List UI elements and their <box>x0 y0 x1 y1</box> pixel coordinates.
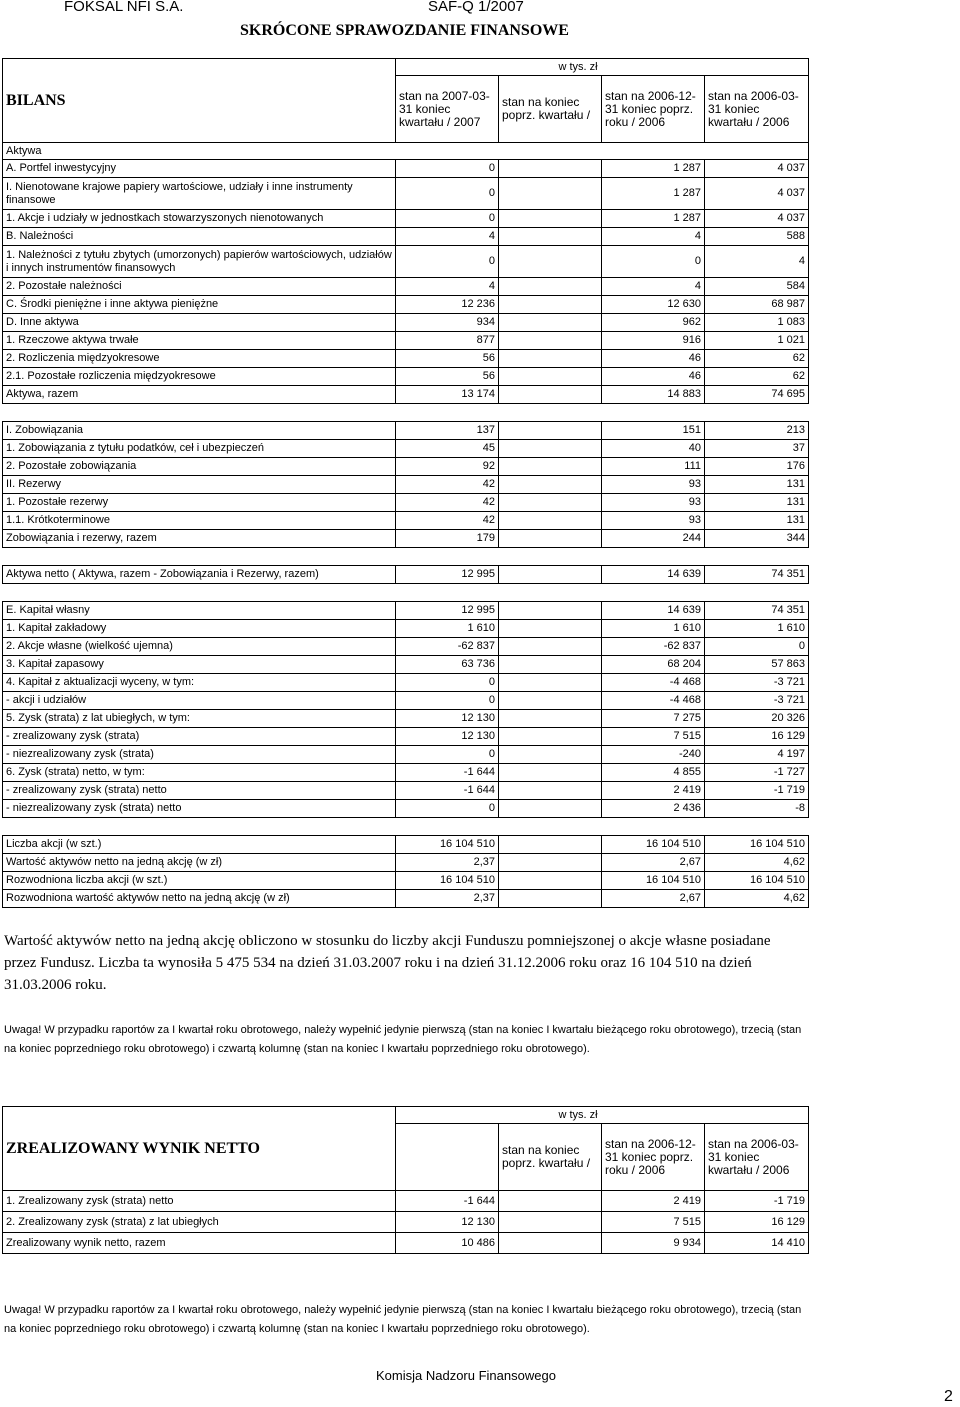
row-label: 1. Kapitał zakładowy <box>3 620 396 638</box>
table-row <box>3 872 809 890</box>
row-label: 4. Kapitał z aktualizacji wyceny, w tym: <box>3 674 396 692</box>
row-value-v3: 7 515 <box>602 1212 705 1233</box>
row-value-v1: 179 <box>396 530 499 548</box>
table-row <box>3 836 809 854</box>
row-value-v2 <box>499 494 602 512</box>
row-label: 1. Rzeczowe aktywa trwałe <box>3 332 396 350</box>
row-value-v4: 74 351 <box>705 566 809 584</box>
column-header <box>396 1124 499 1191</box>
table-row <box>3 746 809 764</box>
table-row <box>3 228 809 246</box>
row-value-v4: 0 <box>705 638 809 656</box>
row-label: Rozwodniona wartość aktywów netto na jedną akcję (w zł) <box>3 890 396 908</box>
row-value-v3: 151 <box>602 422 705 440</box>
row-value-v3: 4 <box>602 228 705 246</box>
row-value-v2 <box>499 854 602 872</box>
table-spacer <box>3 818 809 836</box>
row-value-v2 <box>499 210 602 228</box>
table-row <box>3 620 809 638</box>
row-value-v2 <box>499 620 602 638</box>
row-value-v3: 46 <box>602 368 705 386</box>
footer-text: Komisja Nadzoru Finansowego <box>376 1368 556 1383</box>
row-value-v4: 16 129 <box>705 728 809 746</box>
table-row <box>3 530 809 548</box>
row-value-v3: 1 287 <box>602 160 705 178</box>
row-label: 1. Pozostałe rezerwy <box>3 494 396 512</box>
row-value-v4: -8 <box>705 800 809 818</box>
row-value-v1: 63 736 <box>396 656 499 674</box>
spacer-cell <box>3 584 809 602</box>
row-value-v3: 0 <box>602 246 705 278</box>
table-row <box>3 800 809 818</box>
row-value-v2 <box>499 764 602 782</box>
row-value-v2 <box>499 440 602 458</box>
row-value-v4: 344 <box>705 530 809 548</box>
row-value-v3: 68 204 <box>602 656 705 674</box>
row-value-v2 <box>499 530 602 548</box>
row-value-v3: 93 <box>602 512 705 530</box>
table-row <box>3 656 809 674</box>
row-label: I. Nienotowane krajowe papiery wartościowe, udziały i inne instrumenty finansowe <box>3 178 396 210</box>
row-value-v3: 93 <box>602 494 705 512</box>
row-value-v1: 42 <box>396 476 499 494</box>
row-value-v3: -4 468 <box>602 692 705 710</box>
row-value-v1: 4 <box>396 228 499 246</box>
warning-note-2: Uwaga! W przypadku raportów za I kwartał roku obrotowego, należy wypełnić jedynie pierwszą (stan na koniec I kwartału bieżącego roku obrotowego), trzecią (stan na koniec poprzedniego roku obrotowego) i czwartą kolumnę (stan na koniec I kwartału poprzedniego roku obrotowego). <box>4 1304 802 1335</box>
row-value-v2 <box>499 674 602 692</box>
row-value-v2 <box>499 386 602 404</box>
row-value-v1: 16 104 510 <box>396 872 499 890</box>
row-value-v2 <box>499 296 602 314</box>
row-value-v2 <box>499 710 602 728</box>
table-row <box>3 692 809 710</box>
row-label: 3. Kapitał zapasowy <box>3 656 396 674</box>
row-value-v4: 4 <box>705 246 809 278</box>
row-value-v4: 131 <box>705 512 809 530</box>
row-value-v3: 1 287 <box>602 178 705 210</box>
row-value-v3: 16 104 510 <box>602 872 705 890</box>
row-value-v2 <box>499 160 602 178</box>
row-value-v1: 12 995 <box>396 602 499 620</box>
row-value-v4: 4,62 <box>705 890 809 908</box>
row-label: 2. Akcje własne (wielkość ujemna) <box>3 638 396 656</box>
row-value-v3: 1 287 <box>602 210 705 228</box>
row-value-v4: 16 104 510 <box>705 872 809 890</box>
row-value-v4: 74 351 <box>705 602 809 620</box>
row-value-v1: 0 <box>396 210 499 228</box>
column-header: stan na 2006-03-31 koniec kwartału / 2006 <box>705 76 809 143</box>
row-label: Wartość aktywów netto na jedną akcję (w zł) <box>3 854 396 872</box>
row-value-v4: -1 719 <box>705 1191 809 1212</box>
row-value-v1: 12 995 <box>396 566 499 584</box>
row-value-v1: 0 <box>396 160 499 178</box>
row-value-v3: 4 855 <box>602 764 705 782</box>
row-label: Zrealizowany wynik netto, razem <box>3 1233 396 1254</box>
row-value-v3: 916 <box>602 332 705 350</box>
row-value-v3: 7 515 <box>602 728 705 746</box>
row-value-v2 <box>499 314 602 332</box>
bilans-table <box>2 58 809 908</box>
row-value-v4: 62 <box>705 368 809 386</box>
table-row <box>3 178 809 210</box>
column-header: stan na 2006-12-31 koniec poprz. roku / 2006 <box>602 1124 705 1191</box>
row-value-v2 <box>499 1191 602 1212</box>
row-value-v3: 12 630 <box>602 296 705 314</box>
row-value-v2 <box>499 512 602 530</box>
row-value-v2 <box>499 656 602 674</box>
row-label: - zrealizowany zysk (strata) <box>3 728 396 746</box>
spacer-cell <box>3 404 809 422</box>
row-value-v3: 16 104 510 <box>602 836 705 854</box>
table-row <box>3 386 809 404</box>
row-value-v3: 4 <box>602 278 705 296</box>
row-value-v2 <box>499 178 602 210</box>
table-row <box>3 440 809 458</box>
table-row <box>3 476 809 494</box>
unit-spacer <box>396 1107 499 1124</box>
row-label: 2. Pozostałe zobowiązania <box>3 458 396 476</box>
table-row <box>3 59 809 76</box>
row-value-v4: 176 <box>705 458 809 476</box>
row-value-v4: 1 021 <box>705 332 809 350</box>
row-value-v1: -1 644 <box>396 764 499 782</box>
row-value-v2 <box>499 728 602 746</box>
table-row <box>3 764 809 782</box>
row-value-v2 <box>499 1212 602 1233</box>
column-header: stan na 2006-03-31 koniec kwartału / 2006 <box>705 1124 809 1191</box>
row-label: 1.1. Krótkoterminowe <box>3 512 396 530</box>
table-row <box>3 854 809 872</box>
table-row <box>3 332 809 350</box>
row-value-v2 <box>499 692 602 710</box>
row-label: 2. Zrealizowany zysk (strata) z lat ubiegłych <box>3 1212 396 1233</box>
form-code: SAF-Q 1/2007 <box>428 0 524 15</box>
row-value-v3: 244 <box>602 530 705 548</box>
unit-spacer <box>396 59 499 76</box>
column-header: stan na koniec poprz. kwartału / <box>499 1124 602 1191</box>
row-value-v4: 4 197 <box>705 746 809 764</box>
row-value-v3: 1 610 <box>602 620 705 638</box>
row-value-v1: 4 <box>396 278 499 296</box>
row-label: - niezrealizowany zysk (strata) netto <box>3 800 396 818</box>
row-value-v1: 56 <box>396 368 499 386</box>
row-value-v3: -4 468 <box>602 674 705 692</box>
row-value-v3: 2,67 <box>602 854 705 872</box>
row-value-v1: 16 104 510 <box>396 836 499 854</box>
row-value-v2 <box>499 246 602 278</box>
row-value-v3: -240 <box>602 746 705 764</box>
row-value-v2 <box>499 800 602 818</box>
row-value-v1: -62 837 <box>396 638 499 656</box>
row-value-v2 <box>499 566 602 584</box>
row-value-v4: 4,62 <box>705 854 809 872</box>
row-label: II. Rezerwy <box>3 476 396 494</box>
row-label: - niezrealizowany zysk (strata) <box>3 746 396 764</box>
row-value-v2 <box>499 422 602 440</box>
row-label: 2. Pozostałe należności <box>3 278 396 296</box>
row-value-v1: 2,37 <box>396 890 499 908</box>
row-value-v2 <box>499 368 602 386</box>
row-value-v1: 1 610 <box>396 620 499 638</box>
row-value-v1: 2,37 <box>396 854 499 872</box>
row-label: 2.1. Pozostałe rozliczenia międzyokresowe <box>3 368 396 386</box>
row-value-v3: 40 <box>602 440 705 458</box>
row-label: 1. Zrealizowany zysk (strata) netto <box>3 1191 396 1212</box>
table-spacer <box>3 584 809 602</box>
row-value-v3: 7 275 <box>602 710 705 728</box>
row-value-v1: 137 <box>396 422 499 440</box>
row-value-v1: 42 <box>396 512 499 530</box>
table-row <box>3 143 809 160</box>
row-value-v3: 93 <box>602 476 705 494</box>
row-label: Aktywa, razem <box>3 386 396 404</box>
row-label: - zrealizowany zysk (strata) netto <box>3 782 396 800</box>
row-value-v3: 14 639 <box>602 566 705 584</box>
table-row <box>3 1212 809 1233</box>
row-value-v4: 74 695 <box>705 386 809 404</box>
row-value-v4: 20 326 <box>705 710 809 728</box>
row-value-v3: 2 419 <box>602 782 705 800</box>
row-value-v4: 588 <box>705 228 809 246</box>
table-row <box>3 674 809 692</box>
row-value-v1: -1 644 <box>396 782 499 800</box>
row-value-v2 <box>499 228 602 246</box>
row-value-v2 <box>499 890 602 908</box>
row-value-v2 <box>499 476 602 494</box>
row-value-v1: 0 <box>396 674 499 692</box>
row-value-v4: -1 727 <box>705 764 809 782</box>
row-value-v2 <box>499 332 602 350</box>
table-row <box>3 602 809 620</box>
row-label: 1. Akcje i udziały w jednostkach stowarzyszonych nienotowanych <box>3 210 396 228</box>
table-row <box>3 210 809 228</box>
table-row <box>3 890 809 908</box>
row-value-v2 <box>499 872 602 890</box>
table-row <box>3 710 809 728</box>
warning-note-1: Uwaga! W przypadku raportów za I kwartał roku obrotowego, należy wypełnić jedynie pierwszą (stan na koniec I kwartału bieżącego roku obrotowego), trzecią (stan na koniec poprzedniego roku obrotowego) i czwartą kolumnę (stan na koniec I kwartału poprzedniego roku obrotowego). <box>4 1024 802 1055</box>
row-value-v4: 57 863 <box>705 656 809 674</box>
row-value-v4: 131 <box>705 476 809 494</box>
row-label: I. Zobowiązania <box>3 422 396 440</box>
row-label: C. Środki pieniężne i inne aktywa pieniężne <box>3 296 396 314</box>
row-value-v4: 213 <box>705 422 809 440</box>
row-value-v4: 584 <box>705 278 809 296</box>
row-value-v1: 56 <box>396 350 499 368</box>
row-value-v2 <box>499 746 602 764</box>
row-value-v2 <box>499 602 602 620</box>
row-value-v1: 92 <box>396 458 499 476</box>
row-value-v1: 934 <box>396 314 499 332</box>
table-row <box>3 494 809 512</box>
row-label: Aktywa netto ( Aktywa, razem - Zobowiązania i Rezerwy, razem) <box>3 566 396 584</box>
row-value-v4: 4 037 <box>705 178 809 210</box>
unit-label: w tys. zł <box>499 1107 809 1124</box>
table-row <box>3 350 809 368</box>
column-header: stan na 2007-03-31 koniec kwartału / 2007 <box>396 76 499 143</box>
row-value-v4: 16 129 <box>705 1212 809 1233</box>
table-row <box>3 728 809 746</box>
row-value-v2 <box>499 278 602 296</box>
row-value-v1: 42 <box>396 494 499 512</box>
row-value-v1: 0 <box>396 246 499 278</box>
table-row <box>3 246 809 278</box>
row-value-v1: 0 <box>396 692 499 710</box>
row-value-v4: 1 083 <box>705 314 809 332</box>
row-value-v4: 68 987 <box>705 296 809 314</box>
row-label: 2. Rozliczenia międzyokresowe <box>3 350 396 368</box>
wynik-title: ZREALIZOWANY WYNIK NETTO <box>3 1107 396 1191</box>
row-value-v4: 14 410 <box>705 1233 809 1254</box>
row-value-v3: 2,67 <box>602 890 705 908</box>
row-value-v1: 45 <box>396 440 499 458</box>
row-value-v3: 2 436 <box>602 800 705 818</box>
row-value-v2 <box>499 350 602 368</box>
unit-label: w tys. zł <box>499 59 809 76</box>
column-header: stan na 2006-12-31 koniec poprz. roku / 2006 <box>602 76 705 143</box>
table-row <box>3 368 809 386</box>
row-label: 6. Zysk (strata) netto, w tym: <box>3 764 396 782</box>
table-row <box>3 1191 809 1212</box>
table-spacer <box>3 404 809 422</box>
row-label: Liczba akcji (w szt.) <box>3 836 396 854</box>
table-row <box>3 422 809 440</box>
row-value-v4: -3 721 <box>705 692 809 710</box>
row-value-v1: 12 130 <box>396 710 499 728</box>
table-row <box>3 638 809 656</box>
row-value-v2 <box>499 836 602 854</box>
row-label: B. Należności <box>3 228 396 246</box>
row-label: E. Kapitał własny <box>3 602 396 620</box>
row-label: 1. Zobowiązania z tytułu podatków, ceł i ubezpieczeń <box>3 440 396 458</box>
table-spacer <box>3 548 809 566</box>
row-value-v4: -1 719 <box>705 782 809 800</box>
row-value-v3: 14 639 <box>602 602 705 620</box>
row-value-v4: 16 104 510 <box>705 836 809 854</box>
row-label: 5. Zysk (strata) z lat ubiegłych, w tym: <box>3 710 396 728</box>
table-row <box>3 782 809 800</box>
row-value-v4: 4 037 <box>705 210 809 228</box>
spacer-cell <box>3 548 809 566</box>
table-row <box>3 566 809 584</box>
row-value-v4: -3 721 <box>705 674 809 692</box>
note-wan: Wartość aktywów netto na jedną akcję obliczono w stosunku do liczby akcji Funduszu pomniejszonej o akcje własne posiadane przez Fundusz. Liczba ta wynosiła 5 475 534 na dzień 31.03.2007 roku i na dzień 31.12.2006 roku oraz 16 104 510 na dzień 31.03.2006 roku. <box>4 933 771 993</box>
row-value-v1: 10 486 <box>396 1233 499 1254</box>
row-value-v4: 4 037 <box>705 160 809 178</box>
table-row <box>3 278 809 296</box>
row-value-v2 <box>499 782 602 800</box>
page-title: SKRÓCONE SPRAWOZDANIE FINANSOWE <box>240 22 569 39</box>
row-value-v1: 12 130 <box>396 1212 499 1233</box>
row-value-v3: 9 934 <box>602 1233 705 1254</box>
row-value-v3: 962 <box>602 314 705 332</box>
row-value-v1: 12 130 <box>396 728 499 746</box>
row-label: Zobowiązania i rezerwy, razem <box>3 530 396 548</box>
table-row <box>3 314 809 332</box>
table-row <box>3 1107 809 1124</box>
row-value-v3: -62 837 <box>602 638 705 656</box>
row-value-v1: 0 <box>396 800 499 818</box>
row-value-v1: 13 174 <box>396 386 499 404</box>
section-aktywa: Aktywa <box>3 143 809 160</box>
page-number: 2 <box>944 1388 953 1405</box>
row-label: D. Inne aktywa <box>3 314 396 332</box>
row-value-v4: 1 610 <box>705 620 809 638</box>
row-value-v2 <box>499 458 602 476</box>
bilans-title: BILANS <box>3 59 396 143</box>
row-label: Rozwodniona liczba akcji (w szt.) <box>3 872 396 890</box>
row-label: A. Portfel inwestycyjny <box>3 160 396 178</box>
row-value-v3: 111 <box>602 458 705 476</box>
table-row <box>3 458 809 476</box>
row-label: - akcji i udziałów <box>3 692 396 710</box>
spacer-cell <box>3 818 809 836</box>
row-label: 1. Należności z tytułu zbytych (umorzonych) papierów wartościowych, udziałów i innych instrumentów finansowych <box>3 246 396 278</box>
table-row <box>3 160 809 178</box>
row-value-v4: 131 <box>705 494 809 512</box>
row-value-v3: 2 419 <box>602 1191 705 1212</box>
row-value-v2 <box>499 638 602 656</box>
row-value-v1: 877 <box>396 332 499 350</box>
wynik-table <box>2 1106 809 1254</box>
row-value-v1: 12 236 <box>396 296 499 314</box>
row-value-v4: 62 <box>705 350 809 368</box>
row-value-v2 <box>499 1233 602 1254</box>
table-row <box>3 1233 809 1254</box>
company-name: FOKSAL NFI S.A. <box>64 0 184 15</box>
row-value-v1: -1 644 <box>396 1191 499 1212</box>
column-header: stan na koniec poprz. kwartału / <box>499 76 602 143</box>
table-row <box>3 296 809 314</box>
table-row <box>3 512 809 530</box>
row-value-v3: 46 <box>602 350 705 368</box>
row-value-v1: 0 <box>396 178 499 210</box>
row-value-v4: 37 <box>705 440 809 458</box>
row-value-v1: 0 <box>396 746 499 764</box>
row-value-v3: 14 883 <box>602 386 705 404</box>
